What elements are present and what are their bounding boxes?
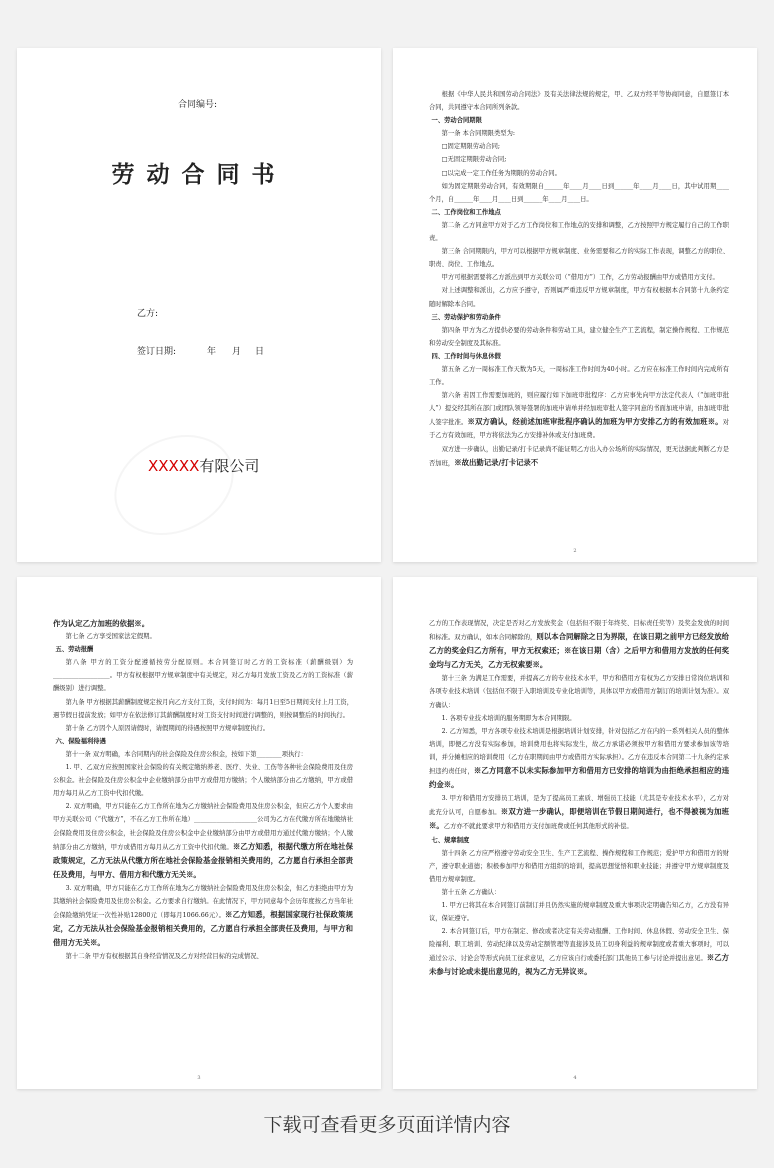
paragraph: [429, 925, 729, 979]
paragraph: 第八条 甲方的工资分配遵循按劳分配原则。本合同签订时乙方的工资标准（薪酬级别）为__________________。甲方有权根据甲方规章制度中有关规定，对乙方每月发放工资及乙方的工资标准（薪酬级别）进行调整。: [53, 659, 353, 693]
paragraph: [429, 725, 729, 792]
paragraph-text: 乙方的工作表现情况，决定是否对乙方发放奖金（包括但不限于年终奖、目标责任奖等）及奖金发放的时间和标准。双方确认，如本合同解除的，: [429, 620, 729, 642]
section-heading: 二、工作岗位和工作地点: [431, 208, 501, 216]
section-heading: 六、保险福利待遇: [55, 737, 106, 745]
emphasis-text: ※乙方知悉，根据国家现行社保政策规定，乙方无法从社会保险基金报销相关费用的，乙方愿自行承担全部责任及费用，与甲方和借用方无关※。: [53, 910, 353, 948]
section-heading: 一、劳动合同期限: [431, 117, 482, 125]
paragraph-text: 2. 乙方知悉，甲方各项专业技术培训是根据培训计划安排，针对包括乙方在内的一系列相关人员的整体培训，即便乙方没有实际参加，培训费用也将实际发生，故乙方承诺必须按甲方和借用方要求参加该等培训，并分摊相应的培训费用（乙方在职期间由甲方或借用方实际承担）。乙方在违反本合同第二十九条约定承担违约责任时，: [429, 727, 729, 776]
paragraph: 作为认定乙方加班的依据※。: [53, 619, 150, 628]
paragraph-text: 2. 双方明确，甲方只能在乙方工作所在地为乙方缴纳社会保险费用及住房公积金，但应乙方个人要求由甲方关联公司（“代缴方”，不在乙方工作所在地）____________________公司为乙方在代缴方所在地缴纳社会保险费用及住房公积金，社会保险及住房公积金中企业缴纳部分由甲方或借用方通过代缴方缴纳；个人缴纳部分由乙方缴纳，甲方或借用方每月从乙方工资中代扣代缴。: [53, 803, 353, 851]
paragraph: [429, 617, 729, 672]
paragraph: 根据《中华人民共和国劳动合同法》及有关法律法规的规定，甲、乙双方经平等协商同意，自愿签订本合同，共同遵守本合同所列条款。: [429, 91, 729, 112]
party-b-label: 乙方:: [137, 309, 159, 319]
paragraph: [429, 389, 729, 442]
paragraph-text: 第六条 若因工作需要加班的，则应履行如下加班审批程序：乙方应事先向甲方法定代表人（“加班审批人”）提交经其所在部门或团队领导签署的加班申请单并经加班审批人签字同意的书面加班申请，由加班审批人签字批准。: [429, 392, 729, 427]
sign-day: 日: [255, 347, 265, 357]
paragraph-text: 2. 本合同签订后，甲方在制定、修改或者决定有关劳动报酬、工作时间、休息休假、劳动安全卫生、保险福利、职工培训、劳动纪律以及劳动定额管理等直接涉及员工切身利益的规章制度或者重大事项时，可以通过公示、讨论会等形式向员工征求意见，乙方应该自行或委托部门其他员工参与讨论并提出意见。: [429, 928, 729, 963]
sign-date-label: 签订日期:: [137, 347, 177, 357]
paragraph: □固定期限劳动合同;: [441, 143, 501, 151]
contract-page-3: [17, 577, 381, 1089]
contract-page-4: [393, 577, 757, 1089]
contract-page-2: [393, 48, 757, 562]
page-title: 劳动合同书: [111, 161, 287, 188]
paragraph: 1. 各项专业技术培训的服务期即为本合同期限。: [441, 714, 576, 722]
paragraph: 第二条 乙方同意甲方对于乙方工作岗位和工作地点的安排和调整，乙方按照甲方规定履行自己的工作职责。: [429, 221, 729, 243]
emphasis-text: ※在该日期（含）之后甲方和借用方发放的任何奖金均与乙方无关，乙方无权索要※。: [429, 646, 729, 670]
emphasis-text: ※乙方知悉，根据代缴方所在地社保政策规定，乙方无法从代缴方所在地社会保险基金报销相关费用的，乙方愿自行承担全部责任及费用，与甲方、借用方和代缴方无关※。: [53, 841, 353, 879]
paragraph: 第五条 乙方一周标准工作天数为5天，一周标准工作时间为40小时。乙方应在标准工作时间内完成所有工作。: [429, 365, 729, 387]
section-heading: 三、劳动保护和劳动条件: [431, 313, 501, 321]
page-number: 2: [573, 548, 577, 554]
page-number: 4: [573, 1075, 577, 1081]
paragraph-text: 3. 双方明确，甲方只能在乙方工作所在地为乙方缴纳社会保险费用及住房公积金，但乙方拒绝由甲方为其缴纳社会保险费用及住房公积金。乙方要求自行缴纳。在此情况下，甲方同意每个会历年度按乙方当年社会保险缴纳凭证一次性补贴12800元（即每月1066.66元）。: [53, 884, 353, 920]
section-heading: 七、规章制度: [431, 836, 470, 844]
paragraph: 第七条 乙方享受国家法定假期。: [65, 633, 156, 641]
paragraph: [429, 443, 729, 470]
paragraph: 第四条 甲方为乙方提供必要的劳动条件和劳动工具，建立健全生产工艺流程，制定操作规程、工作规范和劳动安全制度及其标准。: [429, 326, 729, 347]
paragraph: 第十三条 为满足工作需要，并提高乙方的专业技术水平，甲方和借用方有权为乙方安排日常岗位培训和各项专业技术培训（包括但不限于入职培训及专业化培训等，具体以甲方或借用方制订的培训计划为准）。双方确认：: [429, 675, 729, 709]
sign-year: 年: [207, 347, 217, 357]
emphasis-text: ※乙方未参与讨论或未提出意见的，视为乙方无异议※。: [429, 953, 729, 977]
page-4-body: [429, 617, 729, 980]
page-number: 3: [197, 1075, 201, 1081]
paragraph: [429, 792, 729, 833]
paragraph: 第一条 本合同期限类型为:: [441, 130, 515, 138]
paragraph-text: 对于乙方有效加班，甲方将依法为乙方安排补休或支付加班费。: [429, 419, 729, 440]
emphasis-text: ※故出勤记录/打卡记录不: [454, 457, 539, 467]
emphasis-text: ※双方进一步确认，即便培训在节假日期间进行，也不得被视为加班※。: [429, 807, 729, 831]
sign-month: 月: [232, 347, 242, 357]
paragraph: 第十五条 乙方确认：: [441, 888, 501, 896]
paragraph: 第十二条 甲方有权根据其自身经营情况及乙方对经营目标的完成情况、: [65, 953, 263, 961]
emphasis-text: 则以本合同解除之日为界限，在该日期之前甲方已经发放给乙方的奖金归乙方所有，甲方无权索还；: [429, 632, 729, 656]
paragraph: 对上述调整和派出，乙方应予遵守，否则属严重违反甲方规章制度，甲方有权根据本合同第十九条约定随时解除本合同。: [429, 287, 729, 308]
section-heading: 五、劳动报酬: [55, 646, 94, 654]
paragraph: 第十条 乙方因个人原因请假时，请假期间的待遇按照甲方规章制度执行。: [65, 724, 270, 732]
company-name-red: XXXXX: [148, 457, 200, 475]
paragraph: 甲方可根据需要将乙方派出到甲方关联公司（“借用方”）工作，乙方劳动报酬由甲方或借用方支付。: [441, 274, 719, 282]
paragraph: □无固定期限劳动合同;: [441, 156, 507, 164]
paragraph: 1. 甲方已将其在本合同签订前制订并且仍然实施的规章制度及重大事项决定明确告知乙方，乙方没有异议，保证遵守。: [429, 901, 729, 923]
company-name-suffix: 有限公司: [199, 457, 260, 475]
download-more-footer[interactable]: 下载可查看更多页面详情内容: [263, 1114, 511, 1136]
section-heading: 四、工作时间与休息休假: [431, 352, 501, 360]
paragraph: 如为固定期限劳动合同，有效期限自______年____月____日到______年____月____日，其中试用期____个月，自______年____月____日到______年____月____日。: [429, 182, 729, 203]
paragraph: 1. 甲、乙双方应按照国家社会保险的有关规定缴纳养老、医疗、失业、工伤等各种社会保险费用及住房公积金。社会保险及住房公积金中企业缴纳部分由甲方或借用方缴纳；个人缴纳部分由乙方缴纳，甲方或借用方每月从乙方工资中代扣代缴。: [53, 764, 353, 798]
stamp-watermark: [98, 416, 250, 554]
paragraph: □以完成一定工作任务为期限的劳动合同。: [441, 169, 561, 177]
paragraph: 第十四条 乙方应严格遵守劳动安全卫生、生产工艺流程、操作规程和工作规范；爱护甲方和借用方的财产，遵守职业道德；积极参加甲方和借用方组织的培训，提高思想觉悟和职业技能；并遵守甲方规章制度及借用方规章制度。: [429, 849, 729, 883]
contract-number-label: 合同编号:: [178, 100, 218, 110]
paragraph: 第三条 合同期限内，甲方可以根据甲方规章制度、业务需要和乙方的实际工作表现，调整乙方的职位、职责、岗位、工作地点。: [429, 248, 729, 269]
emphasis-text: ※乙方同意不以未实际参加甲方和借用方已安排的培训为由拒绝承担相应的违约金※。: [429, 766, 729, 790]
paragraph-text: 3. 甲方和借用方安排员工培训，是为了提高员工素质、增强员工技能（尤其是专业技术水平），乙方对此充分认可，自愿参加。: [429, 795, 729, 817]
paragraph-text: 乙方亦不就此要求甲方和借用方支付加班费或任何其他形式的补偿。: [443, 823, 633, 831]
paragraph-text: 双方进一步确认，出勤记录/打卡记录尚不能证明乙方出入办公场所的实际情况，更无法据此判断乙方是否加班，: [429, 445, 729, 467]
paragraph: 第九条 甲方根据其薪酬制度规定按月向乙方支付工资，支付时间为：每月1日至5日期间支付上月工资，遇节假日提前发放；如甲方在依法修订其薪酬制度时对工资支付时间进行调整的，则按调整后的时间执行。: [53, 698, 353, 719]
page-3-body: [53, 617, 353, 963]
paragraph: [53, 800, 353, 882]
paragraph: 第十一条 双方明确，本合同期内的社会保险及住房公积金，按如下第________项执行：: [65, 750, 307, 758]
emphasis-text: ※双方确认，经前述加班审批程序确认的加班为甲方安排乙方的有效加班※。: [467, 417, 723, 427]
company-name: [148, 455, 259, 476]
cover-page: [17, 48, 381, 562]
paragraph: [53, 882, 353, 950]
page-2-body: [429, 88, 729, 470]
